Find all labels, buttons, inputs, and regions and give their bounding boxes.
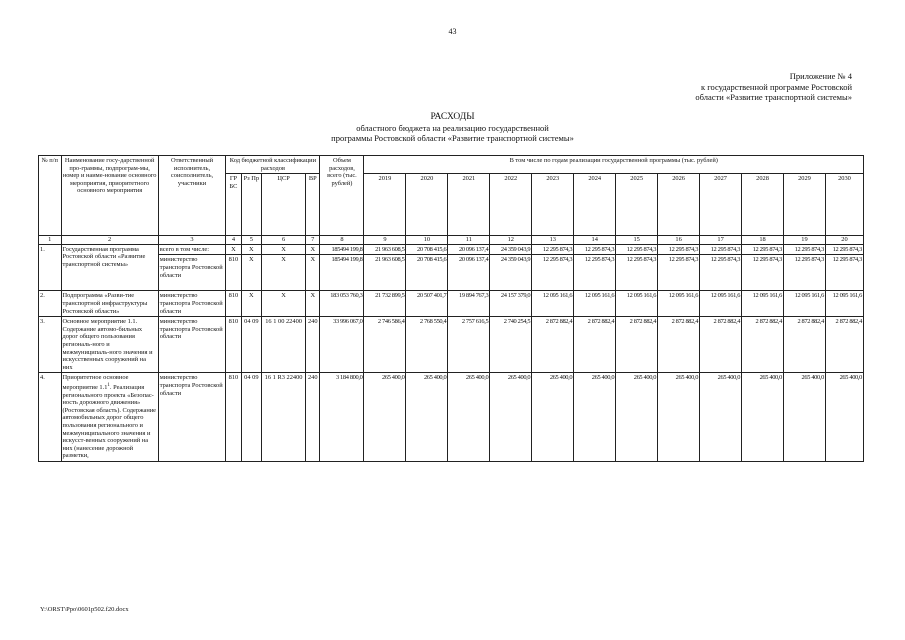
row-grbs: X [226,244,241,255]
header-year: 2020 [406,174,448,236]
column-number: 12 [490,236,532,245]
row-total: 3 184 800,0 [320,373,364,462]
row-vr: X [306,291,320,317]
row-grbs: 810 [226,317,241,373]
header-year: 2019 [364,174,406,236]
row-rzpr: X [241,255,261,291]
row-total: 185494 199,8 [320,244,364,255]
row-total: 183 053 760,3 [320,291,364,317]
row-grbs: 810 [226,255,241,291]
row-name-part: Приоритетное основное мероприятие 1.1 [62,374,129,392]
row-year-value: 2 872 882,4 [616,317,658,373]
header-year: 2028 [742,174,784,236]
row-year-value: 21 963 608,5 [364,244,406,255]
row-year-value: 24 359 043,9 [490,244,532,255]
header-responsible: Ответственный исполнитель, соисполнитель, участники [158,156,226,236]
table-row [39,291,864,317]
row-total: 33 996 067,0 [320,317,364,373]
column-number: 6 [262,236,306,245]
row-year-value: 265 400,0 [616,373,658,462]
row-rzpr: 04 09 [241,317,261,373]
row-year-value: 265 400,0 [490,373,532,462]
row-year-value: 12 095 161,6 [700,291,742,317]
column-number: 19 [784,236,826,245]
row-rzpr: X [241,291,261,317]
row-year-value: 2 872 882,4 [658,317,700,373]
column-number: 2 [61,236,158,245]
row-year-value: 12 295 874,3 [532,244,574,255]
header-years-group: В том числе по годам реализации государственной программы (тыс. рублей) [364,156,864,174]
table-row [39,244,864,255]
row-year-value: 19 894 767,3 [448,291,490,317]
row-csr: 16 1 00 22400 [262,317,306,373]
row-year-value: 12 095 161,6 [574,291,616,317]
row-total: 185494 199,8 [320,255,364,291]
row-year-value: 12 295 874,3 [658,244,700,255]
column-number-row [39,236,864,245]
row-vr: 240 [306,373,320,462]
header-grbs: ГР БС [226,174,241,236]
row-year-value: 12 295 874,3 [784,255,826,291]
row-year-value: 20 507 401,7 [406,291,448,317]
expenses-table [38,155,864,462]
row-year-value: 12 295 874,3 [616,255,658,291]
row-csr: X [262,291,306,317]
column-number: 11 [448,236,490,245]
row-year-value: 12 295 874,3 [700,244,742,255]
header-vr: ВР [306,174,320,236]
appendix-line-1: Приложение № 4 [789,71,852,81]
row-year-value: 2 768 550,4 [406,317,448,373]
column-number: 16 [658,236,700,245]
row-year-value: 265 400,0 [364,373,406,462]
column-number: 15 [616,236,658,245]
row-vr: X [306,244,320,255]
row-csr: 16 1 R3 22400 [262,373,306,462]
row-year-value: 265 400,0 [825,373,863,462]
row-year-value: 2 872 882,4 [825,317,863,373]
row-year-value: 12 295 874,3 [784,244,826,255]
row-year-value: 265 400,0 [574,373,616,462]
table-row [39,255,864,291]
row-year-value: 24 359 043,9 [490,255,532,291]
header-total: Объем расходов, всего (тыс. рублей) [320,156,364,236]
row-year-value: 12 095 161,6 [784,291,826,317]
title-line-1: РАСХОДЫ [430,112,475,122]
row-year-value: 12 295 874,3 [700,255,742,291]
header-year: 2029 [784,174,826,236]
row-csr: X [262,244,306,255]
row-year-value: 12 295 874,3 [616,244,658,255]
header-year: 2027 [700,174,742,236]
row-grbs: 810 [226,291,241,317]
row-year-value: 24 157 379,0 [490,291,532,317]
column-number: 9 [364,236,406,245]
row-year-value: 12 295 874,3 [825,244,863,255]
header-year: 2022 [490,174,532,236]
header-year: 2024 [574,174,616,236]
row-year-value: 21 963 608,5 [364,255,406,291]
header-rzpr: Рз Пр [241,174,261,236]
column-number: 3 [158,236,226,245]
file-path-footer: Y:\ORST\Ppo\0601p502.f20.docx [40,606,129,613]
row-number: 3. [39,317,62,373]
header-year: 2030 [825,174,863,236]
header-year: 2026 [658,174,700,236]
row-responsible: министерство транспорта Ростовской области [158,255,226,291]
row-year-value: 12 295 874,3 [574,255,616,291]
column-number: 17 [700,236,742,245]
column-number: 1 [39,236,62,245]
row-vr: 240 [306,317,320,373]
row-name: Подпрограмма «Разви-тие транспортной инфраструктуры Ростовской области» [61,291,158,317]
row-year-value: 12 095 161,6 [616,291,658,317]
row-year-value: 12 295 874,3 [825,255,863,291]
row-year-value: 20 708 415,6 [406,255,448,291]
row-year-value: 12 095 161,6 [532,291,574,317]
row-number: 4. [39,373,62,462]
row-name: Основное мероприятие 1.1. Содержание автомо-бильных дорог общего пользования региональ-ного и межмуниципаль-ного значения и искусственных сооружений на них [61,317,158,373]
row-year-value: 12 295 874,3 [574,244,616,255]
row-number: 1. [39,244,62,291]
row-year-value: 265 400,0 [532,373,574,462]
row-rzpr: 04 09 [241,373,261,462]
column-number: 20 [825,236,863,245]
row-rzpr: X [241,244,261,255]
row-year-value: 2 757 616,5 [448,317,490,373]
row-number: 2. [39,291,62,317]
header-year: 2025 [616,174,658,236]
row-year-value: 265 400,0 [784,373,826,462]
header-row-1 [39,156,864,174]
row-grbs: 810 [226,373,241,462]
row-vr: X [306,255,320,291]
page-number: 43 [448,27,457,36]
row-year-value: 265 400,0 [406,373,448,462]
row-responsible: всего в том числе: [158,244,226,255]
header-csr: ЦСР [262,174,306,236]
row-year-value: 2 872 882,4 [574,317,616,373]
column-number: 13 [532,236,574,245]
row-year-value: 12 295 874,3 [658,255,700,291]
header-code-group: Код бюджетной классификации расходов [226,156,320,174]
row-year-value: 2 872 882,4 [784,317,826,373]
row-year-value: 12 095 161,6 [658,291,700,317]
column-number: 18 [742,236,784,245]
row-year-value: 21 732 899,5 [364,291,406,317]
row-responsible: министерство транспорта Ростовской области [158,317,226,373]
appendix-header [695,71,852,103]
row-name-superscript: 1 [107,382,110,388]
row-year-value: 2 740 254,5 [490,317,532,373]
row-year-value: 20 708 415,6 [406,244,448,255]
row-year-value: 2 872 882,4 [742,317,784,373]
header-num: № п/п [39,156,62,236]
table-row [39,317,864,373]
row-year-value: 265 400,0 [448,373,490,462]
title-line-3: программы Ростовской области «Развитие транспортной системы» [331,133,574,143]
row-year-value: 265 400,0 [742,373,784,462]
column-number: 7 [306,236,320,245]
row-csr: X [262,255,306,291]
appendix-line-2: к государственной программе Ростовской [700,81,852,92]
table-row [39,373,864,462]
row-responsible: министерство транспорта Ростовской области [158,373,226,462]
row-year-value: 12 095 161,6 [742,291,784,317]
column-number: 14 [574,236,616,245]
row-year-value: 265 400,0 [700,373,742,462]
row-name: Государственная программа Ростовской области «Развитие транспортной системы» [61,244,158,291]
row-name-part: . Реализация регионального проекта «Безопас-ность дорожного движения» (Ростовская область). Содержание автомобильных дорог общего пользования регионального и межмуниципального значения и искусст-венных сооружений на них (нанесение дорожной разметки, [62,384,156,460]
row-name [61,373,158,462]
column-number: 5 [241,236,261,245]
row-year-value: 2 872 882,4 [700,317,742,373]
row-year-value: 20 096 137,4 [448,255,490,291]
document-title [0,112,905,144]
header-name: Наименование госу-дарственной про-граммы, подпрограм-мы, номер и наиме-нование основного мероприятия, приоритетного основного мероприятия [61,156,158,236]
row-year-value: 20 096 137,4 [448,244,490,255]
appendix-line-3: области «Развитие транспортной системы» [695,92,852,102]
header-year: 2021 [448,174,490,236]
row-year-value: 2 746 586,4 [364,317,406,373]
header-year: 2023 [532,174,574,236]
row-year-value: 265 400,0 [658,373,700,462]
row-year-value: 12 295 874,3 [532,255,574,291]
column-number: 10 [406,236,448,245]
row-responsible: министерство транспорта Ростовской области [158,291,226,317]
row-year-value: 2 872 882,4 [532,317,574,373]
column-number: 8 [320,236,364,245]
row-year-value: 12 295 874,3 [742,244,784,255]
row-year-value: 12 095 161,6 [825,291,863,317]
column-number: 4 [226,236,241,245]
row-year-value: 12 295 874,3 [742,255,784,291]
title-line-2: областного бюджета на реализацию государственной [356,122,549,133]
